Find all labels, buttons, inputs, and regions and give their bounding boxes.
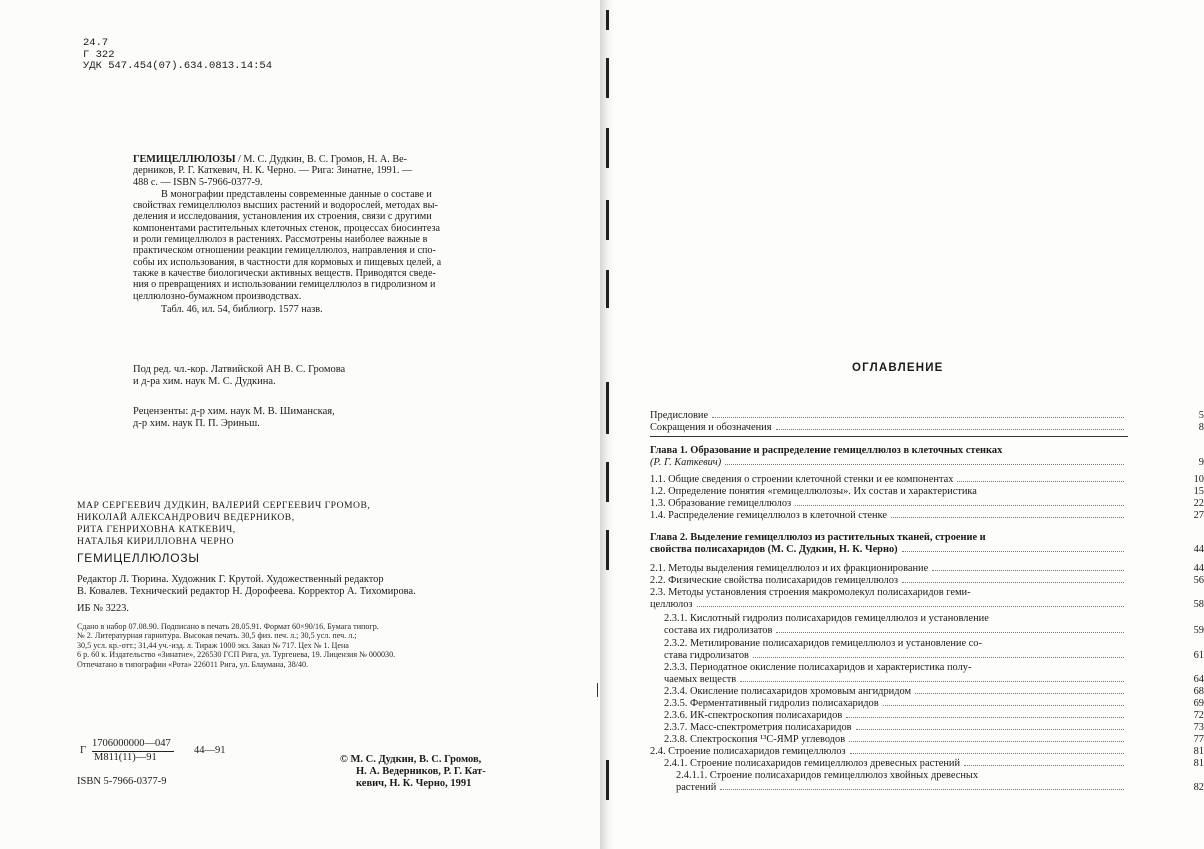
abstract-line: деления и исследования, установления их строения, связи с другими bbox=[133, 211, 432, 223]
annotation-title: ГЕМИЦЕЛЛЮЛОЗЫ bbox=[133, 154, 236, 165]
formula-denominator: М811(11)—91 bbox=[94, 752, 157, 763]
imprint-line: Сдано в набор 07.08.90. Подписано в печать 28.05.91. Формат 60×90/16. Бумага типогр. bbox=[77, 622, 379, 631]
reviewers-line: Рецензенты: д-р хим. наук М. В. Шиманская, bbox=[133, 406, 335, 417]
toc-entry-text: 2.4. Строение полисахаридов гемицеллюлоз bbox=[650, 746, 846, 757]
toc-entry bbox=[650, 486, 1204, 497]
toc-leader bbox=[902, 575, 1124, 583]
editor-block bbox=[133, 364, 345, 388]
toc-entry-page: 44 bbox=[1193, 544, 1204, 555]
imprint-line: 6 р. 60 к. Издательство «Зинатне», 226530 ГСП Рига, ул. Тургенева, 19. Лицензия № 000030. bbox=[77, 650, 396, 660]
toc-entry-page: 61 bbox=[1193, 650, 1204, 661]
toc-entry-page: 77 bbox=[1193, 734, 1204, 745]
toc-entry-text: 1.3. Образование гемицеллюлоз bbox=[650, 498, 792, 509]
toc-entry-text: Глава 2. Выделение гемицеллюлоз из растительных тканей, строение и bbox=[650, 532, 986, 543]
toc-entry-text: 2.3.5. Ферментативный гидролиз полисахаридов bbox=[664, 698, 879, 709]
toc-entry bbox=[650, 498, 1204, 509]
editor-line: и д-ра хим. наук М. С. Дудкина. bbox=[133, 376, 276, 387]
toc-leader bbox=[856, 722, 1124, 730]
isbn: ISBN 5-7966-0377-9 bbox=[77, 776, 167, 787]
author-line: НИКОЛАЙ АЛЕКСАНДРОВИЧ ВЕДЕРНИКОВ, bbox=[77, 512, 295, 523]
toc-entry-continued bbox=[664, 650, 1204, 661]
toc-entry-continued bbox=[664, 625, 1204, 636]
scan-edge-mark bbox=[606, 200, 609, 240]
authors-block bbox=[77, 500, 370, 548]
scan-edge-mark bbox=[606, 270, 609, 308]
toc-entry-text: растений bbox=[676, 782, 717, 793]
toc-entry-continued bbox=[664, 674, 1204, 685]
formula-numerator: 1706000000—047 bbox=[92, 738, 171, 749]
scan-edge-mark bbox=[606, 128, 609, 168]
annotation-head-first bbox=[133, 154, 563, 165]
toc-entry-page: 15 bbox=[1193, 486, 1204, 497]
scan-edge-mark bbox=[597, 683, 598, 697]
toc-entry bbox=[664, 710, 1204, 721]
toc-leader bbox=[964, 758, 1124, 766]
copyright-line: Н. А. Ведерников, Р. Г. Кат- bbox=[356, 766, 486, 777]
annotation-head-line: дерников, Р. Г. Каткевич, Н. К. Черно. — Рига: Зинатне, 1991. — bbox=[133, 165, 413, 177]
toc-entry-page: 81 bbox=[1193, 746, 1204, 757]
toc-entry-text: Предисловие bbox=[650, 410, 709, 421]
abstract-line: В монографии представлены современные данные о составе и bbox=[161, 188, 432, 200]
toc-entry bbox=[650, 510, 1204, 521]
toc-chapter-continued bbox=[650, 544, 1204, 555]
staff-line: В. Ковалев. Технический редактор Н. Дорофеева. Корректор А. Тихомирова. bbox=[77, 586, 416, 597]
toc-entry-continued bbox=[650, 599, 1204, 610]
toc-entry-text: 2.3.7. Масс-спектрометрия полисахаридов bbox=[664, 722, 852, 733]
copyright-line: © М. С. Дудкин, В. С. Громов, bbox=[340, 754, 482, 765]
toc-leader bbox=[957, 474, 1124, 482]
imprint-line: 30,5 усл. кр.-отт.; 31,44 уч.-изд. л. Тираж 1000 экз. Заказ № 717. Цех № 1. Цена bbox=[77, 640, 349, 650]
toc-entry-text: состава их гидролизатов bbox=[664, 625, 773, 636]
toc-entry-continued bbox=[676, 782, 1204, 793]
toc-entry-page: 69 bbox=[1193, 698, 1204, 709]
toc-entry bbox=[650, 474, 1204, 485]
abstract-line: свойствах гемицеллюлоз высших растений и водорослей, методах вы- bbox=[133, 200, 438, 212]
toc-entry-text: целлюлоз bbox=[650, 599, 693, 610]
toc-leader bbox=[776, 625, 1124, 633]
scan-edge-mark bbox=[606, 760, 609, 800]
toc-entry-text: Глава 1. Образование и распределение гемицеллюлоз в клеточных стенках bbox=[650, 445, 1003, 456]
toc-entry-page: 56 bbox=[1193, 575, 1204, 586]
abstract-line: ния о превращениях и использовании гемицеллюлоз в гидролизном и bbox=[133, 279, 436, 291]
toc-chapter-continued bbox=[650, 457, 1204, 468]
toc-leader bbox=[712, 410, 1124, 418]
toc-entry-text: 2.3.8. Спектроскопия ¹³С-ЯМР углеводов bbox=[664, 734, 846, 745]
author-line: МАР СЕРГЕЕВИЧ ДУДКИН, ВАЛЕРИЙ СЕРГЕЕВИЧ ГРОМОВ, bbox=[77, 500, 371, 511]
annotation-head-line: 488 с. — ISBN 5-7966-0377-9. bbox=[133, 176, 263, 188]
abstract-line: также в качестве биологически активных веществ. Приводятся сведе- bbox=[133, 267, 436, 279]
toc-leader bbox=[850, 746, 1124, 754]
toc-entry bbox=[676, 770, 1128, 781]
toc-entry-text: 2.3.3. Периодатное окисление полисахаридов и характеристика полу- bbox=[664, 662, 972, 673]
toc-entry-text: 2.2. Физические свойства полисахаридов гемицеллюлоз bbox=[650, 575, 899, 586]
toc-entry-page: 73 bbox=[1193, 722, 1204, 733]
toc-entry-page: 22 bbox=[1193, 498, 1204, 509]
toc-entry-text: 2.3.1. Кислотный гидролиз полисахаридов гемицеллюлоз и установление bbox=[664, 613, 989, 624]
toc-entry-page: 5 bbox=[1198, 410, 1204, 421]
toc-entry-page: 82 bbox=[1193, 782, 1204, 793]
toc-entry-page: 81 bbox=[1193, 758, 1204, 769]
toc-leader bbox=[932, 563, 1124, 571]
imprint-line: № 2. Литературная гарнитура. Высокая печать. 30,5 физ. печ. л.; 30,5 усл. печ. л.; bbox=[77, 631, 357, 641]
formula-suffix: 44—91 bbox=[194, 745, 226, 756]
right-page bbox=[614, 0, 1204, 849]
toc-entry-text: 2.1. Методы выделения гемицеллюлоз и их фракционирование bbox=[650, 563, 929, 574]
toc-entry bbox=[664, 662, 1128, 673]
toc-leader bbox=[725, 457, 1124, 465]
tables-note: Табл. 46, ил. 54, библиогр. 1577 назв. bbox=[161, 303, 323, 315]
staff-line: Редактор Л. Тюрина. Художник Г. Крутой. Художественный редактор bbox=[77, 574, 384, 585]
author-line: НАТАЛЬЯ КИРИЛЛОВНА ЧЕРНО bbox=[77, 536, 235, 547]
toc-chapter bbox=[650, 445, 1128, 456]
toc-entry-text: чаемых веществ bbox=[664, 674, 737, 685]
toc-leader bbox=[883, 698, 1124, 706]
toc-entry-page: 68 bbox=[1193, 686, 1204, 697]
toc-chapter bbox=[650, 532, 1128, 543]
udc-code: УДК 547.454(07).634.0813.14:54 bbox=[83, 60, 273, 72]
toc-entry-text: 2.3.6. ИК-спектроскопия полисахаридов bbox=[664, 710, 843, 721]
toc-heading: ОГЛАВЛЕНИЕ bbox=[852, 362, 944, 374]
toc-entry bbox=[664, 686, 1204, 697]
annotation-head-rest: / М. С. Дудкин, В. С. Громов, Н. А. Ве- bbox=[235, 154, 408, 165]
toc-entry bbox=[664, 722, 1204, 733]
scan-edge-mark bbox=[606, 530, 609, 570]
toc-entry-text: свойства полисахаридов (М. С. Дудкин, Н. К. Черно) bbox=[650, 544, 898, 555]
toc-leader bbox=[915, 686, 1124, 694]
abstract bbox=[133, 189, 563, 302]
toc-entry-text: Сокращения и обозначения bbox=[650, 422, 772, 433]
toc-entry-page: 10 bbox=[1193, 474, 1204, 485]
toc-entry-text: 1.2. Определение понятия «гемицеллюлозы». Их состав и характеристика bbox=[650, 486, 977, 497]
toc-entry-page: 58 bbox=[1193, 599, 1204, 610]
toc-entry-text: 2.3. Методы установления строения макромолекул полисахаридов геми- bbox=[650, 587, 971, 598]
toc-leader bbox=[846, 710, 1124, 718]
author-mark: Г 322 bbox=[83, 48, 115, 61]
imprint-block bbox=[77, 622, 395, 669]
toc-entry-text: 2.4.1. Строение полисахаридов гемицеллюлоз древесных растений bbox=[664, 758, 961, 769]
abstract-line: собы их использования, в частности для кормовых и пищевых целей, а bbox=[133, 256, 442, 268]
annotation-block bbox=[133, 154, 563, 315]
toc-entry bbox=[664, 638, 1128, 649]
toc-leader bbox=[753, 650, 1124, 658]
scan-edge-mark bbox=[606, 462, 609, 502]
toc-entry-text: 1.1. Общие сведения о строении клеточной стенки и ее компонентах bbox=[650, 474, 954, 485]
ib-number: ИБ № 3223. bbox=[77, 603, 129, 614]
toc-leader bbox=[776, 422, 1124, 430]
copyright-block bbox=[340, 754, 486, 790]
toc-leader bbox=[902, 544, 1124, 552]
toc-leader bbox=[891, 510, 1124, 518]
toc-entry-text: 2.4.1.1. Строение полисахаридов гемицеллюлоз хвойных древесных bbox=[676, 770, 979, 781]
toc-entry-page: 44 bbox=[1193, 563, 1204, 574]
toc-leader bbox=[795, 498, 1124, 506]
toc-leader bbox=[849, 734, 1124, 742]
bbk-code: 24.7 bbox=[83, 37, 109, 49]
reviewers-block bbox=[133, 406, 335, 430]
scan-edge-mark bbox=[606, 10, 609, 30]
scan-edge-mark bbox=[606, 382, 609, 434]
toc-rule bbox=[650, 436, 1128, 437]
scan-edge-mark bbox=[606, 58, 609, 98]
toc-entry bbox=[650, 746, 1204, 757]
abstract-line: и роли гемицеллюлоз в растениях. Рассмотрены наиболее важные в bbox=[133, 234, 428, 246]
toc-entry-text: става гидролизатов bbox=[664, 650, 749, 661]
toc-entry-text: (Р. Г. Каткевич) bbox=[650, 457, 722, 468]
toc-entry-page: 8 bbox=[1198, 422, 1204, 433]
toc-entry-page: 9 bbox=[1198, 457, 1204, 468]
book-title: ГЕМИЦЕЛЛЮЛОЗЫ bbox=[77, 551, 200, 565]
toc-entry bbox=[650, 587, 1128, 598]
formula-prefix: Г bbox=[80, 745, 87, 756]
toc-entry bbox=[664, 734, 1204, 745]
toc-entry bbox=[664, 758, 1204, 769]
abstract-line: целлюлозно-бумажном производствах. bbox=[133, 290, 302, 302]
toc-leader bbox=[720, 782, 1124, 790]
toc-entry-page: 27 bbox=[1193, 510, 1204, 521]
toc-entry bbox=[650, 410, 1204, 421]
editor-line: Под ред. чл.-кор. Латвийской АН В. С. Громова bbox=[133, 364, 346, 375]
author-line: РИТА ГЕНРИХОВНА КАТКЕВИЧ, bbox=[77, 524, 236, 535]
toc-entry-text: 2.3.2. Метилирование полисахаридов гемицеллюлоз и установление со- bbox=[664, 638, 982, 649]
toc-entry bbox=[650, 575, 1204, 586]
abstract-line: компонентами растительных клеточных стенок, процессах биосинтеза bbox=[133, 222, 441, 234]
toc-leader bbox=[697, 599, 1124, 607]
toc-leader bbox=[740, 674, 1124, 682]
toc-entry bbox=[664, 698, 1204, 709]
toc-entry-page: 59 bbox=[1193, 625, 1204, 636]
toc-entry-page: 64 bbox=[1193, 674, 1204, 685]
toc-entry bbox=[650, 563, 1204, 574]
copyright-line: кевич, Н. К. Черно, 1991 bbox=[356, 778, 472, 789]
toc-entry-page: 72 bbox=[1193, 710, 1204, 721]
imprint-line: Отпечатано в типографии «Рота» 226011 Рига, ул. Блаумана, 38/40. bbox=[77, 659, 309, 669]
classification-codes bbox=[83, 38, 272, 73]
toc-entry bbox=[650, 422, 1204, 433]
staff-block bbox=[77, 574, 416, 615]
left-page bbox=[0, 0, 600, 849]
toc-entry bbox=[664, 613, 1128, 624]
toc-entry-text: 1.4. Распределение гемицеллюлоз в клеточной стенке bbox=[650, 510, 887, 521]
reviewers-line: д-р хим. наук П. П. Эриньш. bbox=[133, 418, 260, 429]
toc-entry-text: 2.3.4. Окисление полисахаридов хромовым ангидридом bbox=[664, 686, 912, 697]
abstract-line: практическом отношении реакции гемицеллюлоз, направления и спо- bbox=[133, 245, 436, 257]
